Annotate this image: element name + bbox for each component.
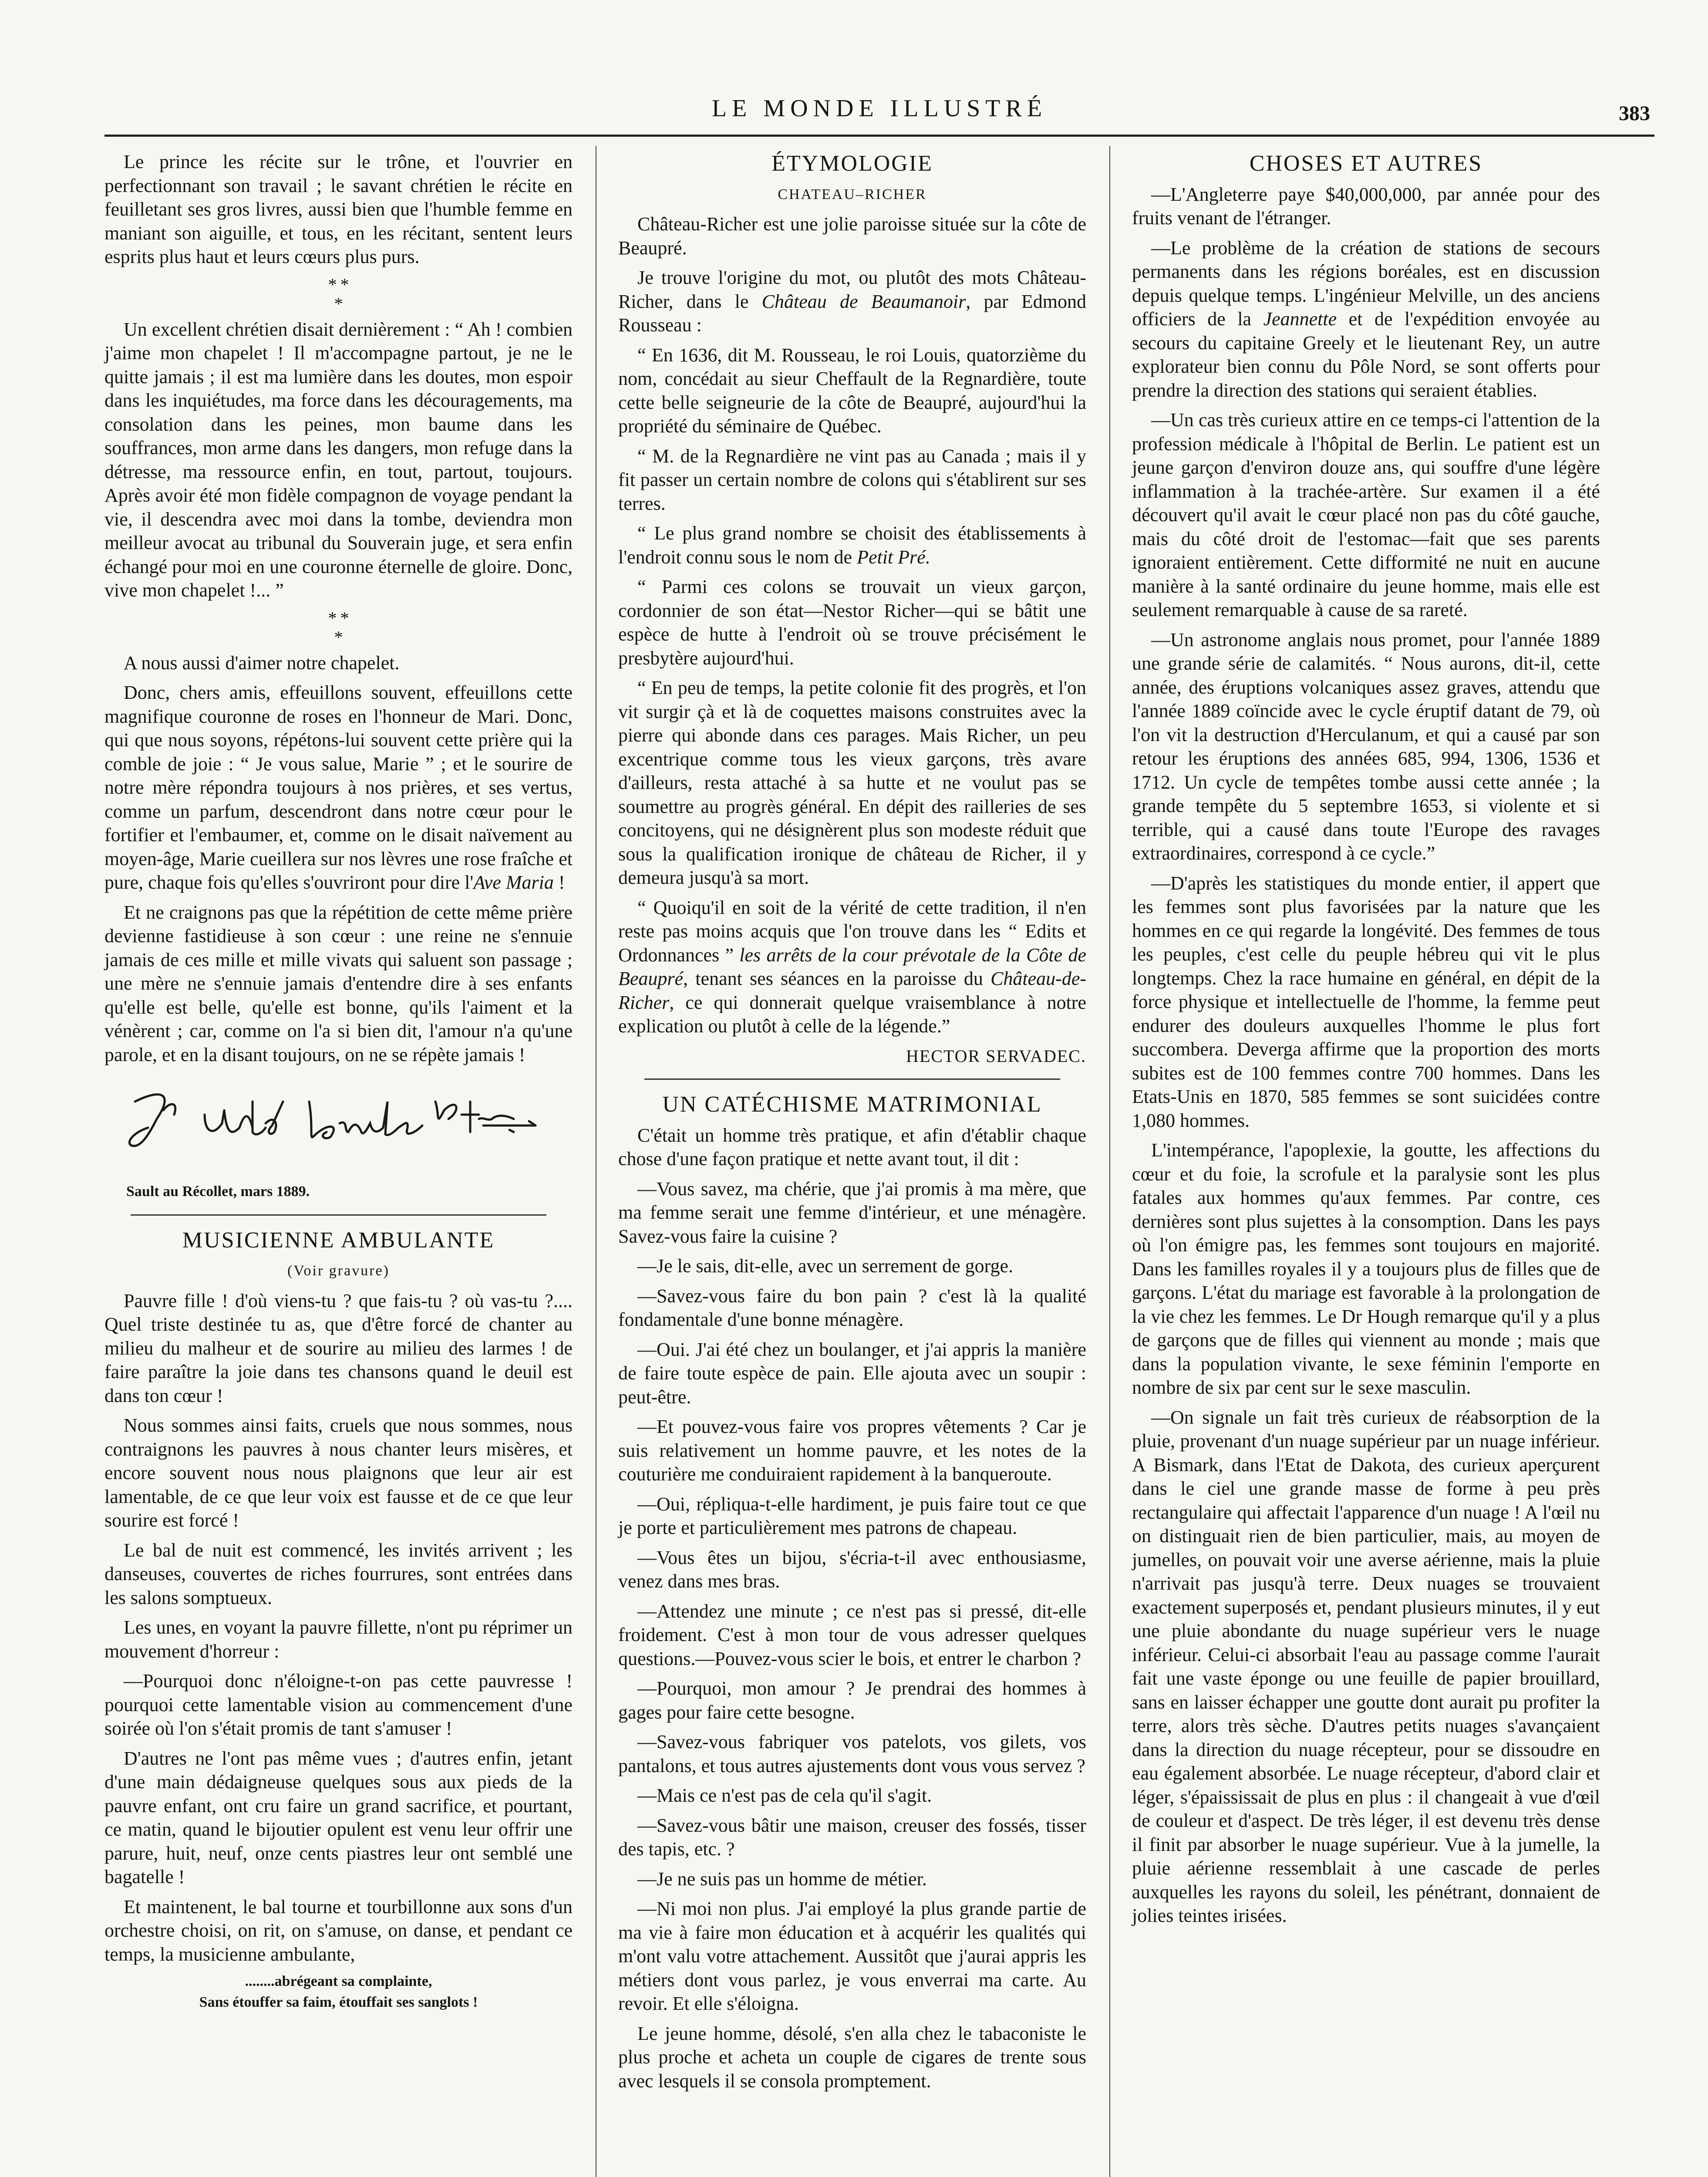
paragraph: Nous sommes ainsi faits, cruels que nous sommes, nous contraignons les pauvres à nous chanter leurs misères, et encore souvent nous nous plaignons que leur air est lamentable, de ce que leur voix est fausse et de ce que leur sourire est forcé ! [104,1415,573,1531]
column-3 [1132,150,1600,1934]
paragraph: “ Parmi ces colons se trouvait un vieux garçon, cordonnier de son état—Nestor Richer—qui se bâtit une espèce de hutte à l'endroit où se trouve précisément le presbytère aujourd'hui. [618,576,1086,669]
paragraph: “ En 1636, dit M. Rousseau, le roi Louis, quatorzième du nom, concédait au sieur Cheffault de la Regnardière, toute cette belle seigneurie de la côte de Beaupré, aujourd'hui la propriété du séminaire de Québec. [618,344,1086,437]
paragraph: —Et pouvez-vous faire vos propres vêtements ? Car je suis relativement un homme pauvre, et les notes de la couturière me conduiraient rapidement à la banqueroute. [618,1416,1086,1485]
author-signature: HECTOR SERVADEC. [906,1046,1086,1066]
paragraph: L'intempérance, l'apoplexie, la goutte, les affections du cœur et du foie, la scrofule et la paralysie sont les plus fatales aux hommes qu'aux femmes. Par contre, ces dernières sont plus sujettes à la consomption. Dans les pays où l'on émigre pas, les femmes sont toujours en majorité. Dans les familles royales il y a toujours plus de filles que de garçons. L'état du mariage est favorable à la prolongation de la vie chez les femmes. Le Dr Hough remarque qu'il y a plus de garçons que de filles qui viennent au monde ; mais que dans la population vivante, le sexe féminin l'emporte en nombre de six par cent sur le sexe masculin. [1132,1139,1600,1398]
paragraph: —Le problème de la création de stations de secours permanents dans les régions boréales, est en discussion depuis quelque temps. L'ingénieur Melville, un des anciens officiers de la Jeannette et de l'expédition envoyée au secours du capitaine Greely et le lieutenant Rey, un autre explorateur bien connu du Pôle Nord, se sont offerts pour prendre la direction des stations qui seraient établies. [1132,237,1600,401]
paragraph: —Savez-vous bâtir une maison, creuser des fossés, tisser des tapis, etc. ? [618,1814,1086,1860]
column-2 [618,150,1086,2099]
dateline: Sault au Récollet, mars 1889. [126,1183,310,1200]
paragraph: —Un cas très curieux attire en ce temps-ci l'attention de la profession médicale à l'hôpital de Berlin. Le patient est un jeune garçon d'environ douze ans, qui souffre d'une légère inflammation à la trachée-artère. Sur examen il a été découvert qu'il avait le cœur placé non pas du côté gauche, mais du côté droit de l'estomac—fait que ses parents ignoraient entièrement. Cette difformité ne nuit en aucune manière à la santé ordinaire du jeune homme, mais elle est seulement remarquable à cause de sa rareté. [1132,409,1600,620]
section-heading: ÉTYMOLOGIE [771,151,933,176]
verse-line: ........abrégeant sa complainte, [245,1973,432,1989]
paragraph: Et ne craignons pas que la répétition de cette même prière devienne fastidieuse à son cœur : une reine ne s'ennuie jamais de ces mille et mille vivats qui saluent son passage ; une mère ne s'ennuie jamais d'entendre dire à ses enfants qu'elle est belle, qu'elle est bonne, qu'ils l'aiment et la vénèrent ; car, comme on l'a si bien dit, l'amour n'a qu'une parole, et en la disant toujours, on ne se répète jamais ! [104,901,573,1065]
section-subheading: (Voir gravure) [287,1263,390,1279]
column-1 [104,150,573,2012]
paragraph: —Oui, répliqua-t-elle hardiment, je puis faire tout ce que je porte et particulièrement mes patrons de chapeau. [618,1493,1086,1538]
paragraph: —On signale un fait très curieux de réabsorption de la pluie, provenant d'un nuage supérieur par un nuage inférieur. A Bismark, dans l'Etat de Dakota, des curieux aperçurent dans le ciel une grande masse de forme à peu près rectangulaire qui affectait l'apparence d'un nuage ! A l'œil nu on distinguait rien de bien particulier, mais, au moyen de jumelles, on pouvait voir une averse aérienne, mais la pluie n'arrivait pas jusqu'à terre. Deux nuages se trouvaient exactement superposés et, pendant plusieurs minutes, il y eut une pluie abondante du nuage supérieur vers le nuage inférieur. Celui-ci absorbait l'eau au passage comme l'aurait fait une vaste éponge ou une feuille de papier brouillard, sans en laisser échapper une goutte dont aurait pu profiter la terre, alors très sèche. D'autres petits nuages s'avançaient dans la direction du nuage récepteur, pour se dissoudre en eau également absorbée. Le nuage récepteur, d'abord clair et léger, s'épaississait de plus en plus : il changeait à vue d'œil de couleur et d'aspect. De très léger, il est devenu très dense il finit par absorber le nuage supérieur. Vue à la jumelle, la pluie aérienne ressemblait à une cascade de perles auxquelles les rayons du soleil, les pénétrant, donnaient de jolies teintes irisées. [1132,1406,1600,1926]
section-rule [131,1214,546,1216]
paragraph: “ En peu de temps, la petite colonie fit des progrès, et l'on vit surgir çà et là de coquettes maisons construites avec la pierre qui abonde dans ces parages. Mais Richer, un peu excentrique comme tous les vieux garçons, très avare d'ailleurs, resta attaché à sa hutte et ne voulut pas se soumettre au progrès général. En dépit des railleries de ses concitoyens, qui ne désignèrent plus son modeste réduit que sous la qualification ironique de château de Richer, il y demeura jusqu'à sa mort. [618,677,1086,888]
paragraph: —Savez-vous fabriquer vos patelots, vos gilets, vos pantalons, et tous autres ajustements dont vous vous servez ? [618,1731,1086,1776]
paragraph: “ Le plus grand nombre se choisit des établissements à l'endroit connu sous le nom de Petit Pré. [618,522,1086,568]
paragraph: —Un astronome anglais nous promet, pour l'année 1889 une grande série de calamités. “ Nous aurons, dit-il, cette année, des éruptions volcaniques assez graves, attendu que l'année 1889 coïncide avec le cycle éruptif datant de 79, où l'on vit la destruction d'Herculanum, et qui a causé par son retour les éruptions des années 685, 994, 1306, 1536 et 1712. Un cycle de tempêtes tombe aussi cette année ; la grande tempête du 5 septembre 1653, si violente et si terrible, qui a causé dans toute l'Europe des ravages extraordinaires, correspond à ce cycle.” [1132,629,1600,864]
paragraph: Et maintenent, le bal tourne et tourbillonne aux sons d'un orchestre choisi, on rit, on s'amuse, on danse, et pendant ce temps, la musicienne ambulante, [104,1896,573,1965]
masthead-rule [104,135,1654,137]
paragraph: —Savez-vous faire du bon pain ? c'est là la qualité fondamentale d'une bonne ménagère. [618,1285,1086,1330]
newspaper-title: LE MONDE ILLUSTRÉ [711,95,1048,122]
paragraph: Pauvre fille ! d'où viens-tu ? que fais-tu ? où vas-tu ?.... Quel triste destinée tu as, que d'être forcé de chanter au milieu du malheur et de sourire au milieu des larmes ! de faire paraître la joie dans tes chansons quand le deuil est dans ton cœur ! [104,1290,573,1406]
handwritten-signature [122,1084,573,1163]
paragraph: Le jeune homme, désolé, s'en alla chez le tabaconiste le plus proche et acheta un couple de cigares de trente sous avec lesquels il se consola promptement. [618,2022,1086,2092]
paragraph: —Vous savez, ma chérie, que j'ai promis à ma mère, que ma femme serait une femme d'intérieur, et une ménagère. Savez-vous faire la cuisine ? [618,1178,1086,1247]
paragraph: —Pourquoi, mon amour ? Je prendrai des hommes à gages pour faire cette besogne. [618,1678,1086,1723]
page-number: 383 [1619,102,1650,125]
section-subheading: CHATEAU–RICHER [778,186,927,202]
paragraph: —Je ne suis pas un homme de métier. [637,1868,927,1890]
section-break-asterism: * * * [328,274,349,313]
paragraph: —L'Angleterre paye $40,000,000, par année pour des fruits venant de l'étranger. [1132,183,1600,229]
paragraph: —Attendez une minute ; ce n'est pas si pressé, dit-elle froidement. C'est à mon tour de vous adresser quelques questions.—Pouvez-vous scier le bois, et entrer le charbon ? [618,1600,1086,1669]
masthead [104,89,1654,142]
verse-line: Sans étouffer sa faim, étouffait ses sanglots ! [199,1994,478,2010]
paragraph: —Mais ce n'est pas de cela qu'il s'agit. [637,1785,932,1806]
paragraph: —Vous êtes un bijou, s'écria-t-il avec enthousiasme, venez dans mes bras. [618,1547,1086,1592]
paragraph: Un excellent chrétien disait dernièrement : “ Ah ! combien j'aime mon chapelet ! Il m'accompagne partout, je ne le quitte jamais ; il est ma lumière dans les doutes, mon espoir dans les inquiétudes, ma force dans les découragements, ma consolation dans les peines, mon baume dans les souffrances, mon arme dans les dangers, mon refuge dans la détresse, ma ressource enfin, en tout, partout, toujours. Après avoir été mon fidèle compagnon de voyage pendant la vie, il descendra avec moi dans la tombe, deviendra mon meilleur avocat au tribunal du Souverain juge, et sera enfin échangé pour moi en une couronne éternelle de gloire. Donc, vive mon chapelet !... ” [104,318,573,601]
paragraph: “ M. de la Regnardière ne vint pas au Canada ; mais il y fit passer un certain nombre de colons qui s'établirent sur ses terres. [618,445,1086,514]
paragraph: —Ni moi non plus. J'ai employé la plus grande partie de ma vie à faire mon éducation et à acquérir les qualités qui m'ont valu votre attachement. Aussitôt que j'aurai appris les métiers dont vous parlez, je vous enverrai ma carte. Au revoir. Et elle s'éloigna. [618,1898,1086,2014]
paragraph: —Oui. J'ai été chez un boulanger, et j'ai appris la manière de faire toute espèce de pain. Elle ajouta avec un soupir : peut-être. [618,1338,1086,1408]
section-heading: UN CATÉCHISME MATRIMONIAL [662,1092,1042,1117]
section-rule [644,1078,1060,1080]
paragraph: Le bal de nuit est commencé, les invités arrivent ; les danseuses, couvertes de riches fourrures, sont entrées dans les salons somptueux. [104,1539,573,1608]
paragraph: A nous aussi d'aimer notre chapelet. [124,652,400,674]
paragraph: —D'après les statistiques du monde entier, il appert que les femmes sont plus favorisées par la nature que les hommes en ce qui regarde la longévité. Des femmes de tous les peuples, c'est celle du peuple hébreu qui vit le plus longtemps. Chez la race humaine en général, en dépit de la force physique et intellectuelle de l'homme, la femme peut endurer des douleurs auxquelles l'homme le plus fort succombera. Deverga affirme que la proportion des morts subites est de 100 femmes contre 700 hommes. Dans les Etats-Unis en 1870, 585 femmes se sont suicidées contre 1,080 hommes. [1132,872,1600,1131]
paragraph: D'autres ne l'ont pas même vues ; d'autres enfin, jetant d'une main dédaigneuse quelques sous aux pieds de la pauvre enfant, ont cru faire un grand sacrifice, et pourtant, ce matin, quand le bijoutier opulent est venu leur offrir une parure, huit, neuf, onze cents piastres leur ont semblé une bagatelle ! [104,1747,573,1887]
paragraph: —Je le sais, dit-elle, avec un serrement de gorge. [637,1255,1013,1277]
section-heading: MUSICIENNE AMBULANTE [182,1227,495,1253]
column-divider [1109,146,1110,2177]
section-heading: CHOSES ET AUTRES [1249,151,1483,176]
paragraph: Les unes, en voyant la pauvre fillette, n'ont pu réprimer un mouvement d'horreur : [104,1617,573,1662]
paragraph: —Pourquoi donc n'éloigne-t-on pas cette pauvresse ! pourquoi cette lamentable vision au commencement d'une soirée où l'on s'était promis de tant s'amuser ! [104,1670,573,1739]
paragraph: Je trouve l'origine du mot, ou plutôt des mots Château-Richer, dans le Château de Beaumanoir, par Edmond Rousseau : [618,267,1086,336]
paragraph: “ Quoiqu'il en soit de la vérité de cette tradition, il n'en reste pas moins acquis que l'on trouve dans les “ Edits et Ordonnances ” les arrêts de la cour prévotale de la Côte de Beaupré, tenant ses séances en la paroisse du Château-de-Richer, ce qui donnerait quelque vraisemblance à notre explication ou plutôt à celle de la légende.” [618,896,1087,1037]
paragraph: Château-Richer est une jolie paroisse située sur la côte de Beaupré. [618,213,1086,259]
section-break-asterism: * * * [328,608,349,647]
paragraph: Le prince les récite sur le trône, et l'ouvrier en perfectionnant son travail ; le savant chrétien le récite en feuilletant ses gros livres, aussi bien que l'humble femme en maniant son aiguille, et tous, en les récitant, sentent leurs esprits plus haut et leurs cœurs plus purs. [104,151,573,267]
paragraph: C'était un homme très pratique, et afin d'établir chaque chose d'une façon pratique et nette avant tout, il dit : [618,1124,1086,1169]
paragraph: Donc, chers amis, effeuillons souvent, effeuillons cette magnifique couronne de roses en l'honneur de Mari. Donc, qui que nous soyons, répétons-lui souvent cette prière qui la comble de joie : “ Je vous salue, Marie ” ; et le sourire de notre mère répondra toujours à nos prières, et ses vertus, comme un parfum, descendront dans notre cœur pour le fortifier et l'embaumer, et, comme on le disait naïvement au moyen-âge, Marie cueillera sur nos lèvres une rose fraîche et pure, chaque fois qu'elles s'ouvriront pour dire l'Ave Maria ! [104,682,573,893]
